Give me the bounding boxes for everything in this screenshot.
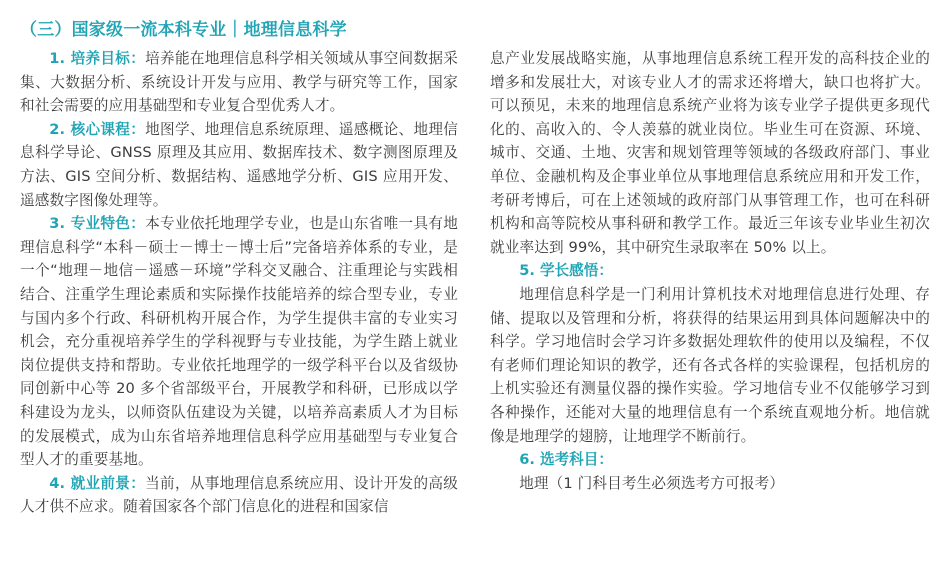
- training-goal-heading: 1. 培养目标：: [49, 50, 146, 67]
- core-courses-heading: 2. 核心课程：: [49, 120, 146, 138]
- left-column: [20, 17, 458, 519]
- section-title: （三）国家级一流本科专业｜地理信息科学: [20, 20, 347, 40]
- employment-continued-text: 息产业发展战略实施，从事地理信息系统工程开发的高科技企业的增多和发展壮大，对该专业人才的需求还将增大，缺口也将扩大。可以预见，未来的地理信息系统产业将为该专业学子提供更多现代化的、高收入的、令人羡慕的就业岗位。毕业生可在资源、环境、城市、交通、土地、灾害和规划管理等领域的各级政府部门、事业单位、金融机构及企事业单位从事地理信息系统应用和开发工作，考研考博后，可在上述领域的政府部门从事管理工作，也可在科研机构和高等院校从事科研和教学工作。最近三年该专业毕业生初次就业率达到 99%，其中研究生录取率在 50% 以上。: [490, 50, 930, 256]
- major-features-paragraph: [20, 212, 458, 472]
- employment-paragraph: [20, 472, 458, 519]
- subjects-heading: 6. 选考科目：: [519, 451, 613, 469]
- core-courses-text: 地图学、地理信息系统原理、遥感概论、地理信息科学导论、GNSS 原理及其应用、数据库技术、数字测图原理及方法、GIS 空间分析、数据结构、遥感地学分析、GIS 应用开发、遥感数字图像处理等。: [20, 120, 459, 209]
- employment-text: 当前，从事地理信息系统应用、设计开发的高级人才供不应求。随着国家各个部门信息化的进程和国家信: [20, 474, 459, 516]
- major-features-text: 本专业依托地理学专业，也是山东省唯一具有地理信息科学“本科－硕士－博士－博士后”完备培养体系的专业，是一个“地理－地信－遥感－环境”学科交叉融合、注重理论与实践相结合、注重学生理论素质和实际操作技能培养的综合型专业，专业与国内多个行政、科研机构开展合作，为学生提供丰富的专业实习机会，充分重视培养学生的学科视野与专业技能，为学生踏上就业岗位提供支持和帮助。专业依托地理学的一级学科平台以及省级协同创新中心等 20 多个省部级平台，开展教学和科研，已形成以学科建设为龙头，以师资队伍建设为关键，以培养高素质人才为目标的发展模式，成为山东省培养地理信息科学应用基础型与专业复合型人才的重要基地。: [20, 215, 459, 469]
- senior-insight-heading: 5. 学长感悟：: [519, 262, 613, 280]
- major-features-heading: 3. 专业特色：: [49, 215, 146, 233]
- subjects-text: 地理（1 门科目考生必须选考方可报考）: [519, 474, 785, 492]
- right-column: [490, 47, 930, 495]
- employment-heading: 4. 就业前景：: [49, 474, 146, 492]
- senior-insight-text: 地理信息科学是一门利用计算机技术对地理信息进行处理、存储、提取以及管理和分析，将获得的结果运用到具体问题解决中的科学。学习地信时会学习许多数据处理软件的使用以及编程，不仅有老师们理论知识的教学，还有各式各样的实验课程，包括机房的上机实验还有测量仪器的操作实验。学习地信专业不仅能够学习到各种操作，还能对大量的地理信息有一个系统直观地分析。地信就像是地理学的翅膀，让地理学不断前行。: [490, 285, 930, 445]
- training-goal-text: 培养能在地理信息科学相关领域从事空间数据采集、大数据分析、系统设计开发与应用、教学与研究等工作，国家和社会需要的应用基础型和专业复合型优秀人才。: [20, 50, 459, 115]
- core-courses-paragraph: [20, 118, 458, 212]
- training-goal-paragraph: [20, 47, 458, 118]
